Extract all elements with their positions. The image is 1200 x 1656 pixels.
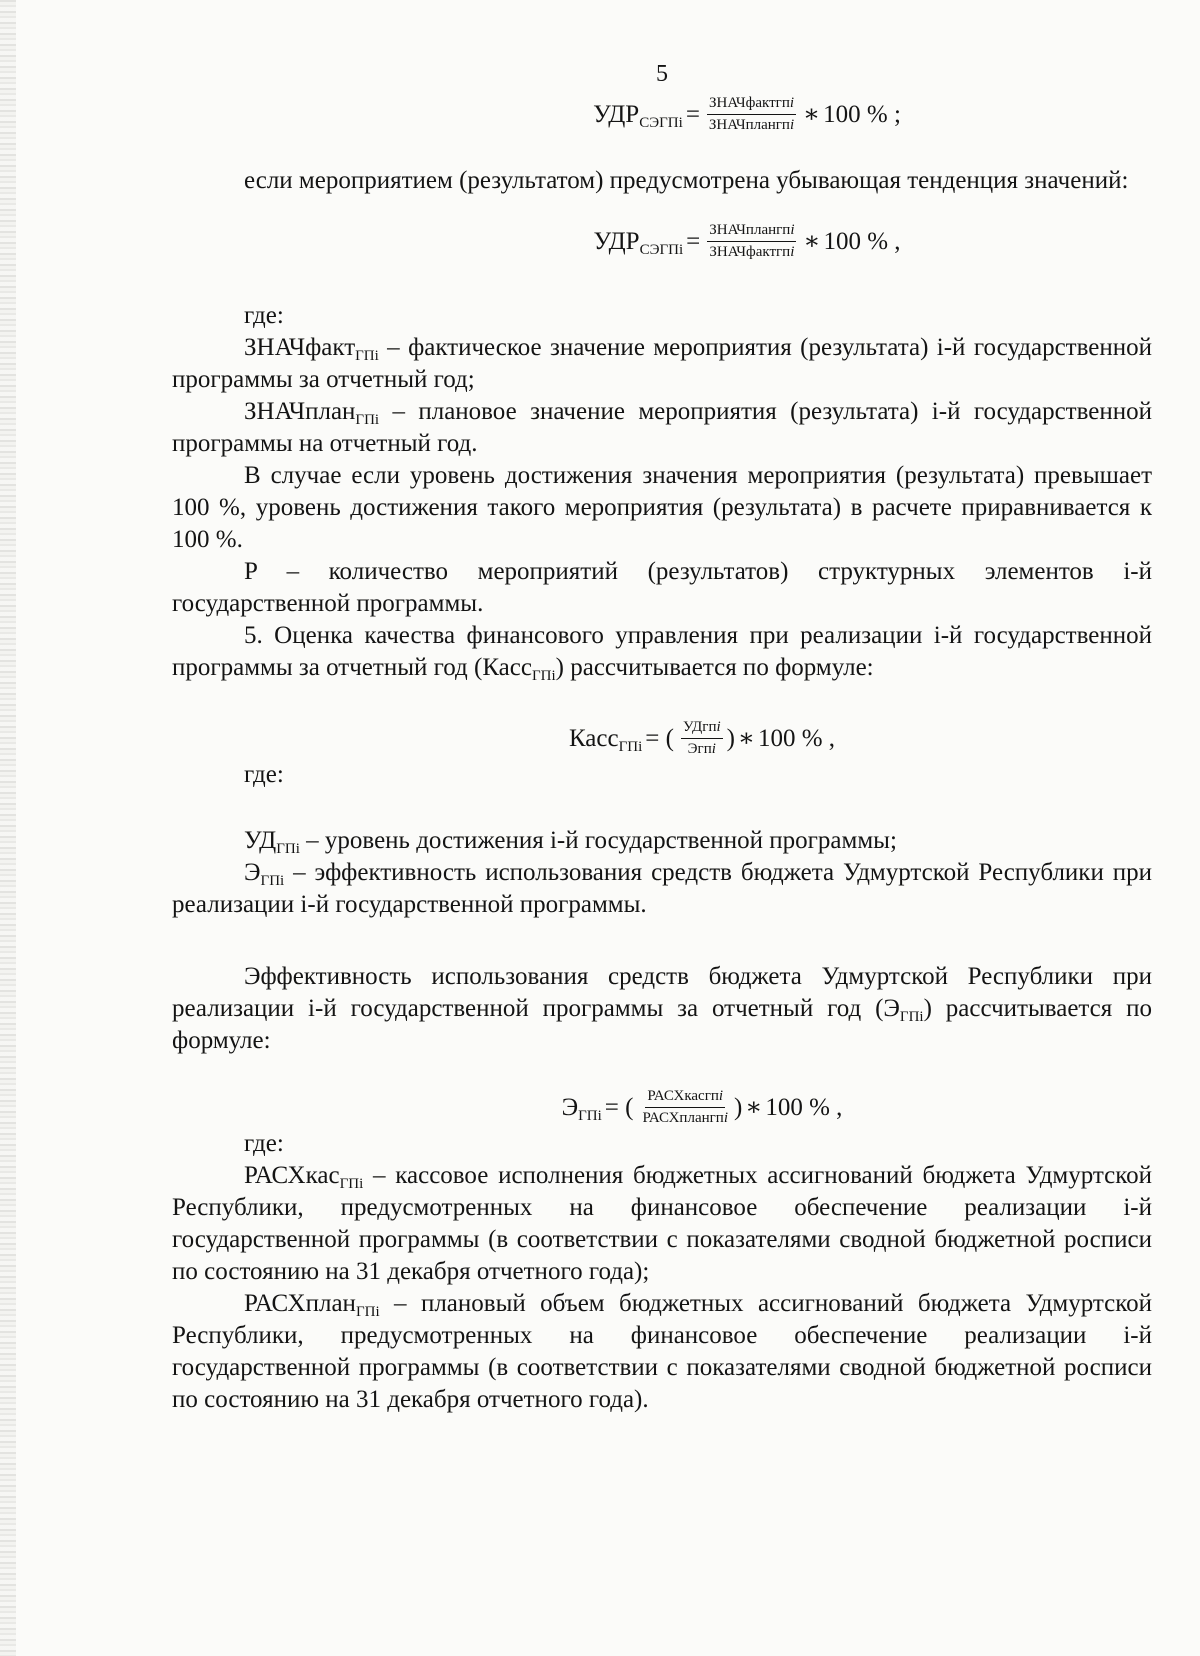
definition-e: $Э_{ГПi}$ – эффективность использования средств бюджета Удмуртской Республики при реализации i-й государственной программы.: [172, 859, 1152, 918]
paragraph-item-5: 5. Оценка качества финансового управления при реализации i-й государственной программы за отчетный год (Касс$_{ГПi}$) рассчитывается по формуле:: [172, 622, 1152, 684]
where-label: где:: [244, 761, 284, 788]
fraction: $\frac{\text{ЗНАЧфактгпi}}{\text{ЗНАЧплангпi}}$: [708, 95, 795, 133]
definition-znach-fakt: ЗНАЧфакт$_{ГПi}$ – фактическое значение мероприятия (результата) i-й государственной программы за отчетный год;: [172, 334, 1152, 393]
formula-e: $Э_{ГПi}$ = ( $\frac{\text{РАСХкасгпi}}{\text{РАСХплангпi}}$ ) ∗ 100 % ,: [561, 1088, 843, 1126]
formula-udr-decreasing: $УДР_{СЭГПi}$ = $\frac{\text{ЗНАЧплангпi}}{\text{ЗНАЧфактгпi}}$ ∗ 100 % ,: [593, 222, 901, 260]
fraction: $\frac{\text{РАСХкасгпi}}{\text{РАСХплангпi}}$: [642, 1088, 728, 1126]
formula-lhs: Касс$_{ГПi}$: [568, 724, 643, 755]
where-label: где:: [244, 1130, 284, 1157]
formula-lhs: $УДР_{СЭГПi}$: [593, 100, 683, 131]
formula-kass: Касс$_{ГПi}$ = ( $\frac{\text{УДгпi}}{\text{Эгпi}}$ ) ∗ 100 % ,: [568, 719, 836, 757]
definition-rash-plan: РАСХплан$_{ГПi}$ – плановый объем бюджетных ассигнований бюджета Удмуртской Республики, предусмотренных на финансовое обеспечение реализации i-й государственной программы (в соответствии с показателями сводной бюджетной росписи по состоянию на 31 декабря отчетного года).: [172, 1290, 1152, 1413]
paragraph-over-100: В случае если уровень достижения значения мероприятия (результата) превышает 100 %, уровень достижения такого мероприятия (результата) в расчете приравнивается к 100 %.: [172, 462, 1152, 553]
page-number: 5: [656, 61, 668, 87]
where-label: где:: [244, 302, 284, 329]
fraction: $\frac{\text{УДгпi}}{\text{Эгпi}}$: [682, 719, 721, 757]
fraction: $\frac{\text{ЗНАЧплангпi}}{\text{ЗНАЧфактгпi}}$: [709, 222, 795, 260]
paragraph-decreasing-trend: если мероприятием (результатом) предусмотрена убывающая тенденция значений:: [244, 167, 1129, 194]
formula-lhs: $Э_{ГПi}$: [561, 1093, 602, 1124]
document-page: [172, 58, 1152, 1416]
definition-znach-plan: ЗНАЧплан$_{ГПi}$ – плановое значение мероприятия (результата) i-й государственной программы на отчетный год.: [172, 398, 1152, 457]
formula-lhs: $УДР_{СЭГПi}$: [593, 227, 684, 258]
scan-edge-artifact: [0, 0, 16, 1656]
definition-ud: $УД_{ГПi}$ – уровень достижения i-й государственной программы;: [244, 827, 897, 857]
formula-udr-increasing: $УДР_{СЭГПi}$ = $\frac{\text{ЗНАЧфактгпi}}{\text{ЗНАЧплангпi}}$ ∗ 100 % ;: [593, 95, 901, 133]
definition-rash-kas: РАСХкас$_{ГПi}$ – кассовое исполнения бюджетных ассигнований бюджета Удмуртской Республики, предусмотренных на финансовое обеспечение реализации i-й государственной программы (в соответствии с показателями сводной бюджетной росписи по состоянию на 31 декабря отчетного года);: [172, 1162, 1152, 1285]
definition-p: P – количество мероприятий (результатов) структурных элементов i-й государственной программы.: [172, 558, 1152, 617]
paragraph-efficiency: Эффективность использования средств бюджета Удмуртской Республики при реализации i-й государственной программы за отчетный год $(Э_{ГПi})$ рассчитывается по формуле:: [172, 963, 1152, 1054]
